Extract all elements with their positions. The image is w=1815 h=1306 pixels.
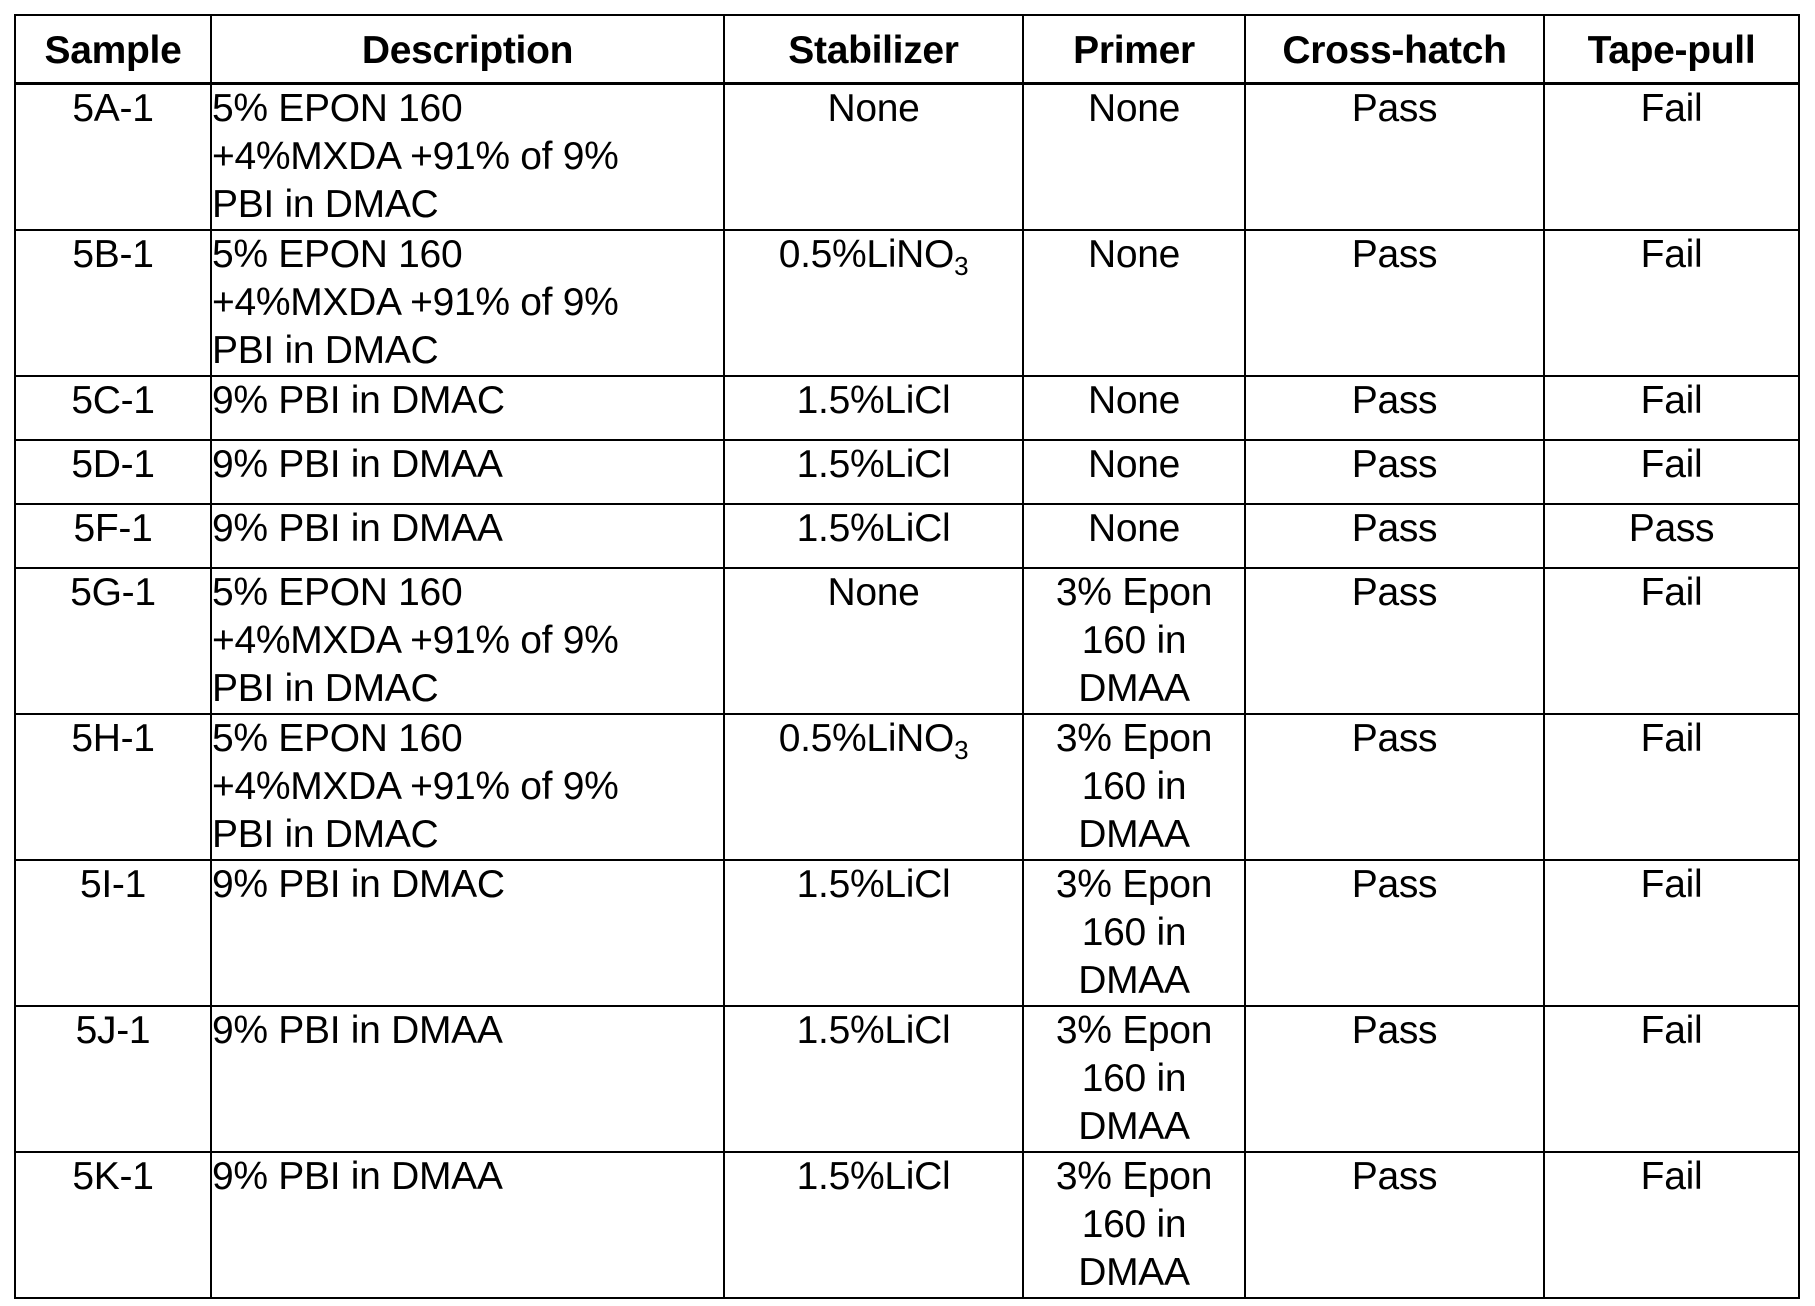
cell-description (211, 440, 724, 504)
cell-tape-pull (1544, 860, 1799, 1006)
cross-hatch-result: Pass (1351, 863, 1438, 906)
cross-hatch-result: Pass (1351, 507, 1438, 550)
cell-description (211, 1006, 724, 1152)
cell-sample (15, 84, 211, 231)
cell-primer (1023, 1006, 1245, 1152)
description-line: 9% PBI in DMAA (212, 507, 503, 550)
cell-primer (1023, 860, 1245, 1006)
primer-line: None (1087, 379, 1181, 422)
sample-id: 5J-1 (75, 1009, 151, 1052)
description-line: PBI in DMAC (212, 183, 439, 226)
description-line: 9% PBI in DMAC (212, 863, 505, 906)
cell-primer (1023, 440, 1245, 504)
cell-description (211, 860, 724, 1006)
table-row (15, 230, 1799, 376)
cell-description (211, 84, 724, 231)
cell-sample (15, 1006, 211, 1152)
cross-hatch-result: Pass (1351, 1155, 1438, 1198)
cell-stabilizer (724, 84, 1023, 231)
header-stabilizer: Stabilizer (724, 15, 1023, 84)
stabilizer-value: 0.5%LiNO (778, 233, 955, 276)
sample-id: 5B-1 (72, 233, 154, 276)
cell-sample (15, 1152, 211, 1298)
header-primer: Primer (1023, 15, 1245, 84)
table-body (15, 84, 1799, 1299)
cell-tape-pull (1544, 1152, 1799, 1298)
description-line: PBI in DMAC (212, 329, 439, 372)
cell-cross-hatch (1245, 376, 1544, 440)
primer-line: 160 in (1081, 911, 1187, 954)
cell-tape-pull (1544, 1006, 1799, 1152)
stabilizer-value: 1.5%LiCl (796, 507, 951, 550)
description-line: +4%MXDA +91% of 9% (212, 135, 619, 178)
sample-id: 5I-1 (79, 863, 146, 906)
stabilizer-value: None (827, 87, 920, 130)
cell-sample (15, 860, 211, 1006)
cell-sample (15, 714, 211, 860)
cell-primer (1023, 84, 1245, 231)
cross-hatch-result: Pass (1351, 443, 1438, 486)
primer-line: 160 in (1081, 619, 1187, 662)
cell-description (211, 230, 724, 376)
results-table (14, 14, 1800, 1299)
cell-description (211, 568, 724, 714)
description-line: 9% PBI in DMAA (212, 1155, 503, 1198)
cross-hatch-result: Pass (1351, 1009, 1438, 1052)
cell-sample (15, 504, 211, 568)
cross-hatch-result: Pass (1351, 571, 1438, 614)
cell-sample (15, 568, 211, 714)
table-row (15, 504, 1799, 568)
cell-primer (1023, 376, 1245, 440)
description-line: +4%MXDA +91% of 9% (212, 281, 619, 324)
cross-hatch-result: Pass (1351, 379, 1438, 422)
primer-line: None (1087, 443, 1181, 486)
cross-hatch-result: Pass (1351, 233, 1438, 276)
stabilizer-value: 1.5%LiCl (796, 863, 951, 906)
sample-id: 5C-1 (71, 379, 155, 422)
cell-tape-pull (1544, 504, 1799, 568)
tape-pull-result: Fail (1640, 571, 1703, 614)
sample-id: 5G-1 (70, 571, 156, 614)
description-line: 9% PBI in DMAA (212, 1009, 503, 1052)
primer-line: 3% Epon (1055, 1155, 1213, 1198)
cell-stabilizer (724, 440, 1023, 504)
primer-line: 160 in (1081, 765, 1187, 808)
description-line: +4%MXDA +91% of 9% (212, 619, 619, 662)
cell-tape-pull (1544, 376, 1799, 440)
tape-pull-result: Fail (1640, 717, 1703, 760)
tape-pull-result: Fail (1640, 443, 1703, 486)
cell-description (211, 1152, 724, 1298)
primer-line: DMAA (1078, 667, 1190, 710)
cross-hatch-result: Pass (1351, 717, 1438, 760)
cell-stabilizer (724, 714, 1023, 860)
table-row (15, 568, 1799, 714)
table-row (15, 440, 1799, 504)
cell-primer (1023, 230, 1245, 376)
tape-pull-result: Fail (1640, 863, 1703, 906)
cell-description (211, 504, 724, 568)
sample-id: 5F-1 (73, 507, 153, 550)
description-line: 5% EPON 160 (212, 87, 463, 130)
table-row (15, 376, 1799, 440)
cell-tape-pull (1544, 84, 1799, 231)
cell-tape-pull (1544, 440, 1799, 504)
cell-primer (1023, 1152, 1245, 1298)
cross-hatch-result: Pass (1351, 87, 1438, 130)
tape-pull-result: Fail (1640, 87, 1703, 130)
cell-tape-pull (1544, 714, 1799, 860)
description-line: 9% PBI in DMAC (212, 379, 505, 422)
stabilizer-value: 1.5%LiCl (796, 379, 951, 422)
sample-id: 5H-1 (71, 717, 155, 760)
cell-cross-hatch (1245, 860, 1544, 1006)
primer-line: DMAA (1078, 959, 1190, 1002)
sample-id: 5D-1 (71, 443, 155, 486)
stabilizer-subscript: 3 (954, 735, 969, 765)
sample-id: 5K-1 (72, 1155, 154, 1198)
primer-line: None (1087, 507, 1181, 550)
table-row (15, 84, 1799, 231)
cell-primer (1023, 504, 1245, 568)
primer-line: DMAA (1078, 1251, 1190, 1294)
cell-description (211, 376, 724, 440)
table-row (15, 860, 1799, 1006)
cell-cross-hatch (1245, 440, 1544, 504)
primer-line: DMAA (1078, 1105, 1190, 1148)
header-sample: Sample (15, 15, 211, 84)
cell-stabilizer (724, 1006, 1023, 1152)
header-description: Description (211, 15, 724, 84)
primer-line: 3% Epon (1055, 571, 1213, 614)
stabilizer-subscript: 3 (954, 251, 969, 281)
cell-sample (15, 376, 211, 440)
primer-line: 3% Epon (1055, 717, 1213, 760)
header-cross-hatch: Cross-hatch (1245, 15, 1544, 84)
cell-stabilizer (724, 568, 1023, 714)
primer-line: 160 in (1081, 1203, 1187, 1246)
tape-pull-result: Fail (1640, 379, 1703, 422)
tape-pull-result: Fail (1640, 1155, 1703, 1198)
cell-cross-hatch (1245, 1152, 1544, 1298)
description-line: 5% EPON 160 (212, 717, 463, 760)
cell-cross-hatch (1245, 504, 1544, 568)
tape-pull-result: Pass (1628, 507, 1715, 550)
table-row (15, 714, 1799, 860)
header-row (15, 15, 1799, 84)
cell-stabilizer (724, 1152, 1023, 1298)
cell-cross-hatch (1245, 714, 1544, 860)
description-line: PBI in DMAC (212, 813, 439, 856)
stabilizer-value: 0.5%LiNO (778, 717, 955, 760)
cell-cross-hatch (1245, 568, 1544, 714)
cell-stabilizer (724, 230, 1023, 376)
header-tape-pull: Tape-pull (1544, 15, 1799, 84)
cell-sample (15, 230, 211, 376)
primer-line: None (1087, 233, 1181, 276)
primer-line: 160 in (1081, 1057, 1187, 1100)
primer-line: 3% Epon (1055, 863, 1213, 906)
cell-sample (15, 440, 211, 504)
cell-cross-hatch (1245, 1006, 1544, 1152)
cell-stabilizer (724, 376, 1023, 440)
table-row (15, 1152, 1799, 1298)
description-line: PBI in DMAC (212, 667, 439, 710)
description-line: 5% EPON 160 (212, 571, 463, 614)
sample-id: 5A-1 (72, 87, 154, 130)
stabilizer-value: 1.5%LiCl (796, 1009, 951, 1052)
description-line: 5% EPON 160 (212, 233, 463, 276)
cell-primer (1023, 714, 1245, 860)
cell-description (211, 714, 724, 860)
description-line: 9% PBI in DMAA (212, 443, 503, 486)
table-row (15, 1006, 1799, 1152)
primer-line: None (1087, 87, 1181, 130)
stabilizer-value: 1.5%LiCl (796, 1155, 951, 1198)
stabilizer-value: None (827, 571, 920, 614)
tape-pull-result: Fail (1640, 233, 1703, 276)
cell-cross-hatch (1245, 84, 1544, 231)
cell-stabilizer (724, 504, 1023, 568)
cell-cross-hatch (1245, 230, 1544, 376)
primer-line: 3% Epon (1055, 1009, 1213, 1052)
stabilizer-value: 1.5%LiCl (796, 443, 951, 486)
cell-tape-pull (1544, 230, 1799, 376)
tape-pull-result: Fail (1640, 1009, 1703, 1052)
cell-stabilizer (724, 860, 1023, 1006)
primer-line: DMAA (1078, 813, 1190, 856)
description-line: +4%MXDA +91% of 9% (212, 765, 619, 808)
cell-tape-pull (1544, 568, 1799, 714)
cell-primer (1023, 568, 1245, 714)
